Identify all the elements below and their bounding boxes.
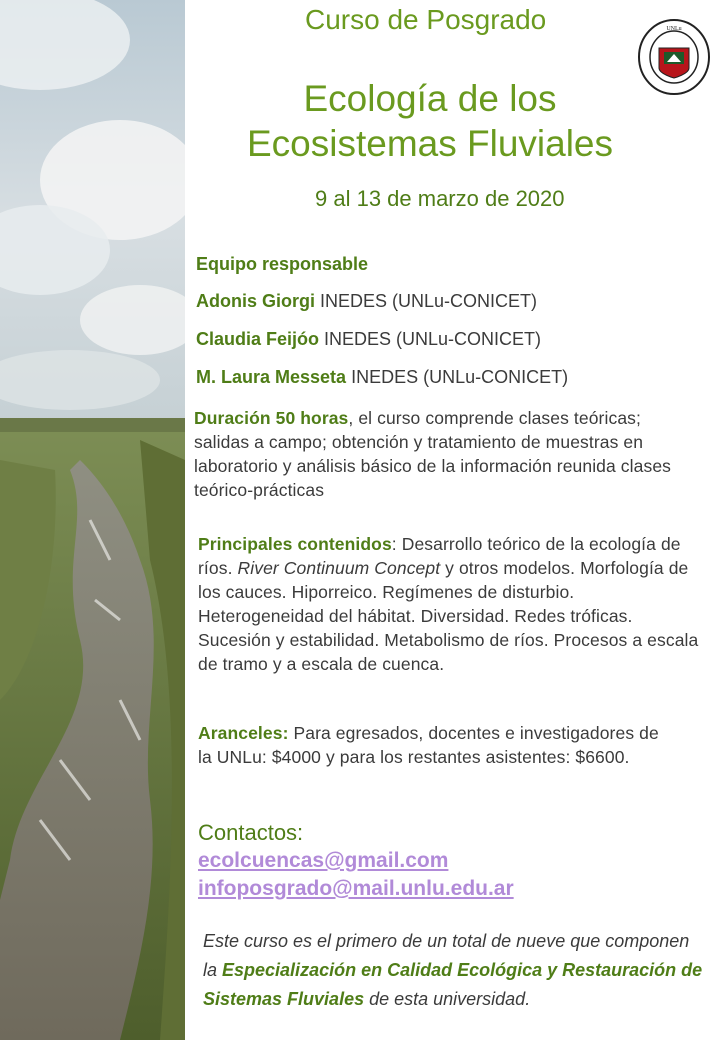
member-affiliation: INEDES (UNLu-CONICET): [319, 329, 542, 349]
member-name: M. Laura Messeta: [196, 367, 347, 387]
course-dates: 9 al 13 de marzo de 2020: [315, 186, 565, 211]
team-member: [196, 291, 537, 312]
team-member: [196, 367, 568, 388]
fees-text: Para egresados, docentes e investigadores de la UNLu: $4000 y para los restantes asistentes: $6600.: [198, 723, 659, 767]
duration-paragraph: [194, 406, 699, 502]
university-seal-logo: [637, 18, 711, 96]
fees-label: Aranceles:: [198, 723, 289, 743]
contents-italic: River Continuum Concept: [237, 558, 441, 578]
member-affiliation: INEDES (UNLu-CONICET): [346, 367, 569, 387]
note-text-a: Este curso es el primero de un total de nueve que componen la: [203, 931, 690, 980]
river-landscape-photo: [0, 0, 185, 1040]
title-line-2: Ecosistemas Fluviales: [246, 123, 613, 164]
contents-text-a: : Desarrollo teórico de la ecología de ríos.: [198, 534, 681, 578]
member-affiliation: INEDES (UNLu-CONICET): [315, 291, 538, 311]
poster-content: [185, 0, 720, 1040]
note-text-b: de esta universidad.: [364, 989, 531, 1009]
member-name: Claudia Feijóo: [196, 329, 320, 349]
svg-text:UNLu: UNLu: [666, 26, 682, 32]
team-member: [196, 329, 541, 350]
fees-paragraph: [198, 721, 668, 769]
contents-label: Principales contenidos: [198, 534, 392, 554]
contents-paragraph: [198, 532, 703, 676]
title-line-1: Ecología de los: [303, 78, 557, 119]
course-type: Curso de Posgrado: [305, 4, 547, 35]
member-name: Adonis Giorgi: [196, 291, 315, 311]
specialization-note: [203, 927, 708, 1014]
team-heading: Equipo responsable: [196, 254, 369, 274]
duration-text: , el curso comprende clases teóricas; salidas a campo; obtención y tratamiento de muestras en laboratorio y análisis básico de la información reunida clases teórico-prácticas: [194, 408, 672, 500]
email-link-ecolcuencas[interactable]: ecolcuencas@gmail.com: [198, 849, 449, 872]
email-link-infoposgrado[interactable]: infoposgrado@mail.unlu.edu.ar: [198, 877, 514, 900]
course-title: [245, 76, 615, 166]
contents-text-b: y otros modelos. Morfología de los cauces. Hiporreico. Regímenes de disturbio. Heterogeneidad del hábitat. Diversidad. Redes tróficas. Sucesión y estabilidad. Metabolismo de ríos. Procesos a escala de tramo y a escala de cuenca.: [198, 558, 699, 674]
duration-label: Duración 50 horas: [194, 408, 349, 428]
note-bold: Especialización en Calidad Ecológica y Restauración de Sistemas Fluviales: [203, 960, 703, 1009]
contacts-heading: Contactos:: [198, 820, 304, 845]
